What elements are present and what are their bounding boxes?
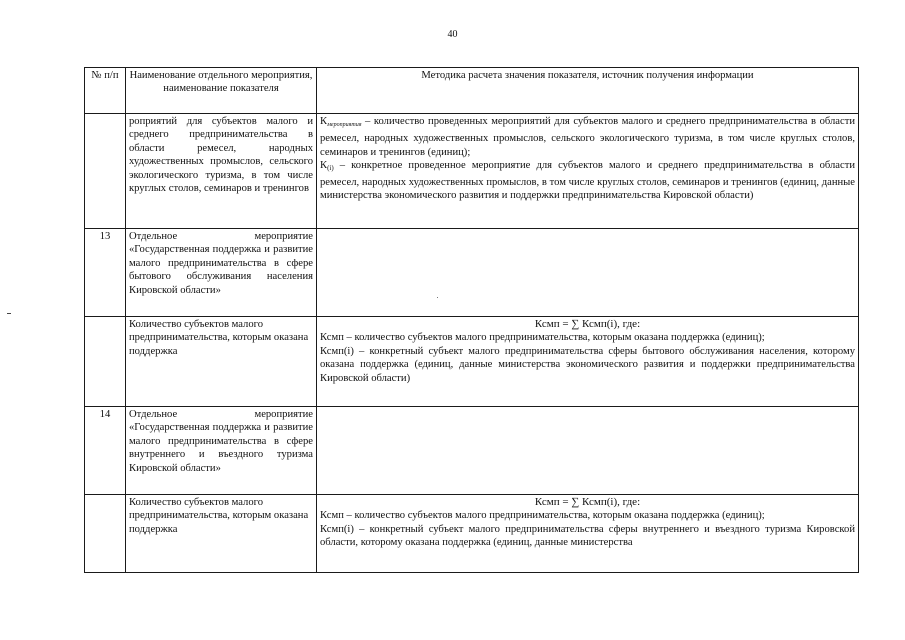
symbol-k-i: К — [320, 160, 328, 172]
symbol-ksmp-i: Ксмп(i) — [320, 523, 354, 535]
methodology-text — [317, 317, 859, 407]
symbol-ksmp: Ксмп — [320, 510, 344, 522]
definition-k-events-text: – количество проведенных мероприятий для субъектов малого и среднего предпринимательства в области ремесел, народных художественных промыслов, сельского экологического туризма, в том числе круглых столов, семинаров и тренингов (единиц); — [320, 116, 855, 158]
row-number: 13 — [85, 229, 126, 317]
methodology-text — [317, 495, 859, 573]
methodology-empty — [317, 229, 859, 317]
row-number-empty — [85, 495, 126, 573]
definition-ksmp-i — [320, 523, 855, 550]
methodology-empty — [317, 407, 859, 495]
table-row-continuation — [85, 114, 859, 229]
table-row-13-indicator — [85, 317, 859, 407]
indicator-name: Количество субъектов малого предпринимательства, которым оказана поддержка — [126, 495, 317, 573]
definition-k-events — [320, 115, 855, 159]
row-number-empty — [85, 317, 126, 407]
definition-ksmp-text: – количество субъектов малого предпринимательства, которым оказана поддержка (единиц); — [343, 510, 765, 522]
symbol-k: К — [320, 116, 328, 127]
page-number: 40 — [447, 29, 458, 40]
definition-ksmp — [320, 331, 855, 344]
symbol-ksmp-i: Ксмп(i) — [320, 345, 354, 357]
measure-name-continued: роприятий для субъектов малого и среднего предпринимательства в области ремесел, народных художественных промыслов, сельского экологического туризма, в том числе круглых столов, семинаров и тренингов — [126, 114, 317, 229]
symbol-k-subscript: мероприятия — [327, 122, 362, 128]
header-methodology: Методика расчета значения показателя, источник получения информации — [317, 68, 859, 114]
row-number: 14 — [85, 407, 126, 495]
table-row-14-indicator — [85, 495, 859, 573]
measure-title: Отдельное мероприятие «Государственная поддержка и развитие малого предпринимательства в сфере бытового обслуживания населения Кировской области» — [126, 229, 317, 317]
symbol-ksmp: Ксмп — [320, 332, 344, 344]
methodology-text — [317, 114, 859, 229]
indicator-name: Количество субъектов малого предпринимательства, которым оказана поддержка — [126, 317, 317, 407]
definition-ksmp-i-text: – конкретный субъект малого предпринимательства сферы бытового обслуживания населения, которому оказана поддержка (единиц, данные министерства экономического развития и поддержки предпринимательства Кировской области) — [320, 345, 855, 384]
definition-k-i-text: – конкретное проведенное мероприятие для субъектов малого и среднего предпринимательства в области ремесел, народных художественных промыслов, в том числе круглых столов, семинаров и тренингов (единиц, данные министерства экономического развития и поддержки предпринимательства Кировской области) — [320, 160, 855, 202]
table-row-13 — [85, 229, 859, 317]
measure-title: Отдельное мероприятие «Государственная поддержка и развитие малого предпринимательства в сфере внутреннего и въездного туризма Кировской области» — [126, 407, 317, 495]
header-measure-name: Наименование отдельного мероприятия, наименование показателя — [126, 68, 317, 114]
formula: Ксмп = ∑ Ксмп(i), где: — [534, 496, 641, 508]
definition-ksmp-i — [320, 345, 855, 385]
measures-table — [84, 67, 859, 573]
row-number-empty — [85, 114, 126, 229]
definition-k-i — [320, 159, 855, 202]
header-number: № п/п — [85, 68, 126, 114]
definition-ksmp-i-text: – конкретный субъект малого предпринимательства сферы внутреннего и въездного туризма Кировской области, которому оказана поддержка (единиц, данные министерства — [320, 523, 855, 549]
definition-ksmp — [320, 509, 855, 522]
symbol-k-i-subscript: (i) — [327, 164, 334, 173]
definition-ksmp-text: – количество субъектов малого предпринимательства, которым оказана поддержка (единиц); — [343, 332, 765, 344]
margin-mark — [7, 313, 11, 314]
table-header-row — [85, 68, 859, 114]
table-row-14 — [85, 407, 859, 495]
formula: Ксмп = ∑ Ксмп(i), где: — [534, 318, 641, 330]
